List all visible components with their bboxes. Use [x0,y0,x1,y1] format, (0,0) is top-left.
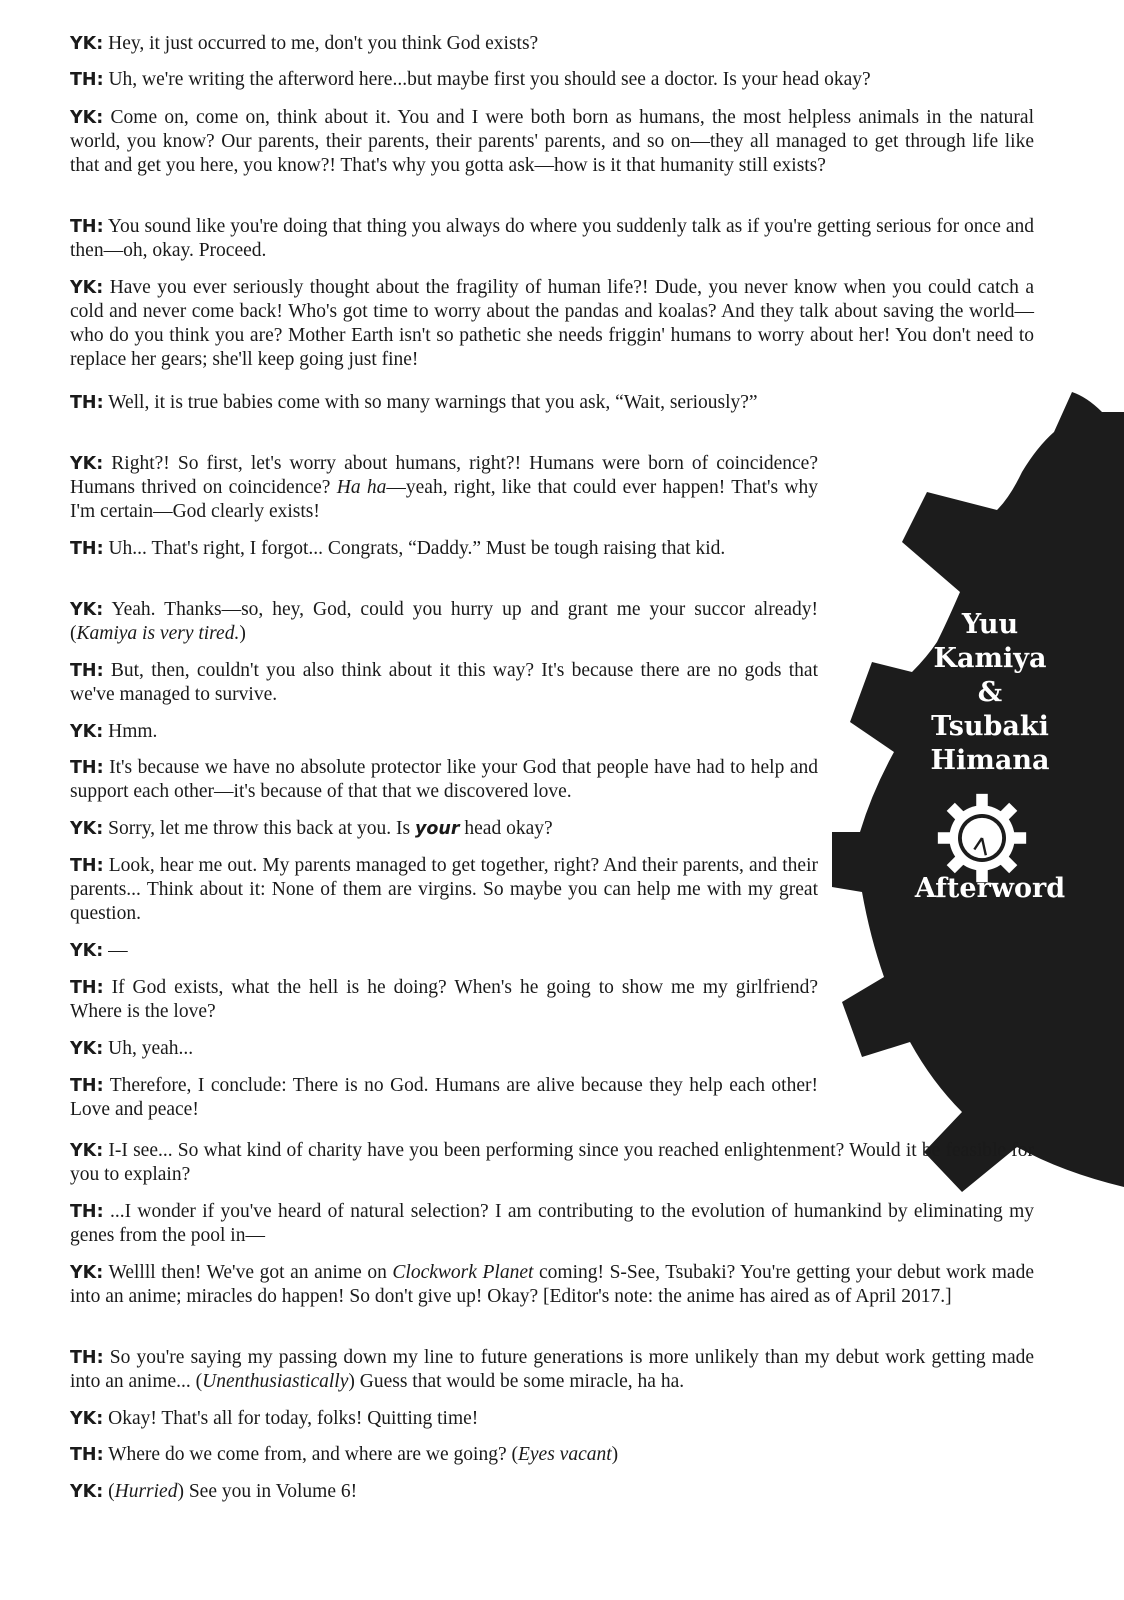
dialogue-line [70,106,1034,178]
dialogue-line [70,1346,1034,1394]
dialogue-text: ( [108,1481,115,1502]
dialogue-line [70,1074,818,1122]
dialogue-emphasis: Clockwork Planet [392,1262,534,1283]
speaker-label: YK: [70,1409,104,1429]
dialogue-text: I-I see... So what kind of charity have you been performing since you reached enlightenment? Would it be feasible for you to explain? [70,1140,1034,1185]
dialogue-emphasis: Eyes vacant [517,1444,612,1465]
dialogue-line [70,1037,818,1061]
dialogue-line [70,976,818,1024]
dialogue-text: Uh... That's right, I forgot... Congrats, “Daddy.” Must be tough raising that kid. [108,538,726,559]
speaker-label: TH: [70,393,104,413]
speaker-label: TH: [70,217,104,237]
speaker-label: TH: [70,1445,104,1465]
speaker-label: YK: [70,722,104,742]
dialogue-text: Where do we come from, and where are we going? ( [108,1444,518,1465]
author-name-line: Himana [930,745,1050,776]
dialogue-line [70,215,1034,263]
author-names [910,608,1070,778]
dialogue-line [70,1407,1034,1431]
speaker-label: YK: [70,454,104,474]
dialogue-text: ) Guess that would be some miracle, ha ha. [348,1371,685,1392]
author-name-line: Tsubaki [931,711,1049,742]
dialogue-line [70,391,818,415]
dialogue-text: Sorry, let me throw this back at you. Is [108,818,415,839]
dialogue-text: Look, hear me out. My parents managed to get together, right? And their parents, and their parents... Think about it: None of them are virgins. So maybe you can help me with my great question. [70,855,819,924]
dialogue-line [70,854,818,926]
dialogue-emphasis: Ha ha [336,477,387,498]
speaker-label: TH: [70,539,104,559]
dialogue-line [70,537,818,561]
dialogue-line [70,756,818,804]
dialogue-line [70,720,818,744]
dialogue-text: Okay! That's all for today, folks! Quitting time! [108,1408,479,1429]
dialogue-text: But, then, couldn't you also think about it this way? It's because there are no gods that we've managed to survive. [70,660,818,705]
speaker-label: TH: [70,1202,104,1222]
afterword-title: Afterword [914,873,1066,904]
speaker-label: TH: [70,978,104,998]
dialogue-line [70,939,818,963]
author-name-line: Kamiya [933,643,1047,674]
author-name-line: Yuu [961,609,1019,640]
dialogue-text: ) [611,1444,619,1465]
dialogue-line [70,68,1034,92]
dialogue-text: So you're saying my passing down my line to future generations is more unlikely than my debut work getting made into an anime... ( [70,1347,1035,1392]
dialogue-text: Hmm. [108,721,158,742]
speaker-label: TH: [70,856,104,876]
speaker-label: TH: [70,661,104,681]
dialogue-emphasis: Hurried [114,1481,178,1502]
dialogue-line [70,1139,1034,1187]
speaker-label: YK: [70,819,104,839]
speaker-label: TH: [70,758,104,778]
speaker-label: YK: [70,278,104,298]
dialogue-text: Well, it is true babies come with so many warnings that you ask, “Wait, seriously?” [108,392,758,413]
dialogue-line [70,1200,1034,1248]
dialogue-line [70,817,818,841]
speaker-label: TH: [70,1348,104,1368]
dialogue-text: ) See you in Volume 6! [177,1481,358,1502]
dialogue-text: Uh, we're writing the afterword here...but maybe first you should see a doctor. Is your head okay? [108,69,871,90]
dialogue-emphasis: Unenthusiastically [202,1371,349,1392]
dialogue-line [70,1443,1034,1467]
dialogue-line [70,32,1034,56]
dialogue-text: ) [239,623,246,644]
speaker-label: YK: [70,941,104,961]
speaker-label: TH: [70,70,104,90]
dialogue-line [70,1480,1034,1504]
dialogue-text: Have you ever seriously thought about the fragility of human life?! Dude, you never know when you could catch a cold and never come back! Who's got time to worry about the pandas and koalas? And they talk about saving the world—who do you think you are? Mother Earth isn't so pathetic she needs friggin' humans to worry about her! You don't need to replace her gears; she'll keep going just fine! [70,277,1035,370]
dialogue-line [70,276,1034,372]
speaker-label: YK: [70,1263,104,1283]
dialogue-text: —yeah, right, like that could ever happen! That's why I'm certain—God clearly exists! [70,477,818,522]
dialogue-text: You sound like you're doing that thing you always do where you suddenly talk as if you're getting serious for once and then—oh, okay. Proceed. [70,216,1034,261]
dialogue-text: Come on, come on, think about it. You and I were both born as humans, the most helpless animals in the natural world, you know? Our parents, their parents, their parents' parents, and so on—they all managed to get through life like that and get you here, you know?! That's why you gotta ask—how is it that humanity still exists? [70,107,1034,176]
dialogue-text: Uh, yeah... [108,1038,194,1059]
speaker-label: TH: [70,1076,104,1096]
dialogue-emphasis: your [415,819,460,839]
dialogue-text: Right?! So first, let's worry about humans, right?! Humans were born of coincidence? Humans thrived on coincidence? [70,453,818,498]
dialogue-emphasis: Kamiya is very tired. [76,623,240,644]
dialogue-text: coming! S-See, Tsubaki? You're getting your debut work made into an anime; miracles do happen! So don't give up! Okay? [Editor's note: the anime has aired as of April 2017.] [70,1262,1034,1307]
speaker-label: YK: [70,34,104,54]
speaker-label: YK: [70,600,104,620]
dialogue-line [70,452,818,524]
dialogue-text: If God exists, what the hell is he doing? When's he going to show me my girlfriend? Where is the love? [70,977,819,1022]
dialogue-text: head okay? [459,818,553,839]
dialogue-text: Hey, it just occurred to me, don't you think God exists? [108,33,539,54]
dialogue-line [70,659,818,707]
speaker-label: YK: [70,1039,104,1059]
dialogue-text: — [108,940,128,961]
dialogue-text: Therefore, I conclude: There is no God. Humans are alive because they help each other! Love and peace! [70,1075,818,1120]
dialogue-line [70,1261,1034,1309]
speaker-label: YK: [70,1482,104,1502]
ampersand: & [977,677,1003,708]
dialogue-text: Wellll then! We've got an anime on [108,1262,393,1283]
dialogue-line [70,598,818,646]
dialogue-text: ...I wonder if you've heard of natural selection? I am contributing to the evolution of humankind by eliminating my genes from the pool in— [70,1201,1035,1246]
dialogue-text: Yeah. Thanks—so, hey, God, could you hurry up and grant me your succor already! ( [70,599,818,644]
speaker-label: YK: [70,108,104,128]
dialogue-text: It's because we have no absolute protector like your God that people have had to help and support each other—it's because of that that we discovered love. [70,757,818,802]
speaker-label: YK: [70,1141,104,1161]
